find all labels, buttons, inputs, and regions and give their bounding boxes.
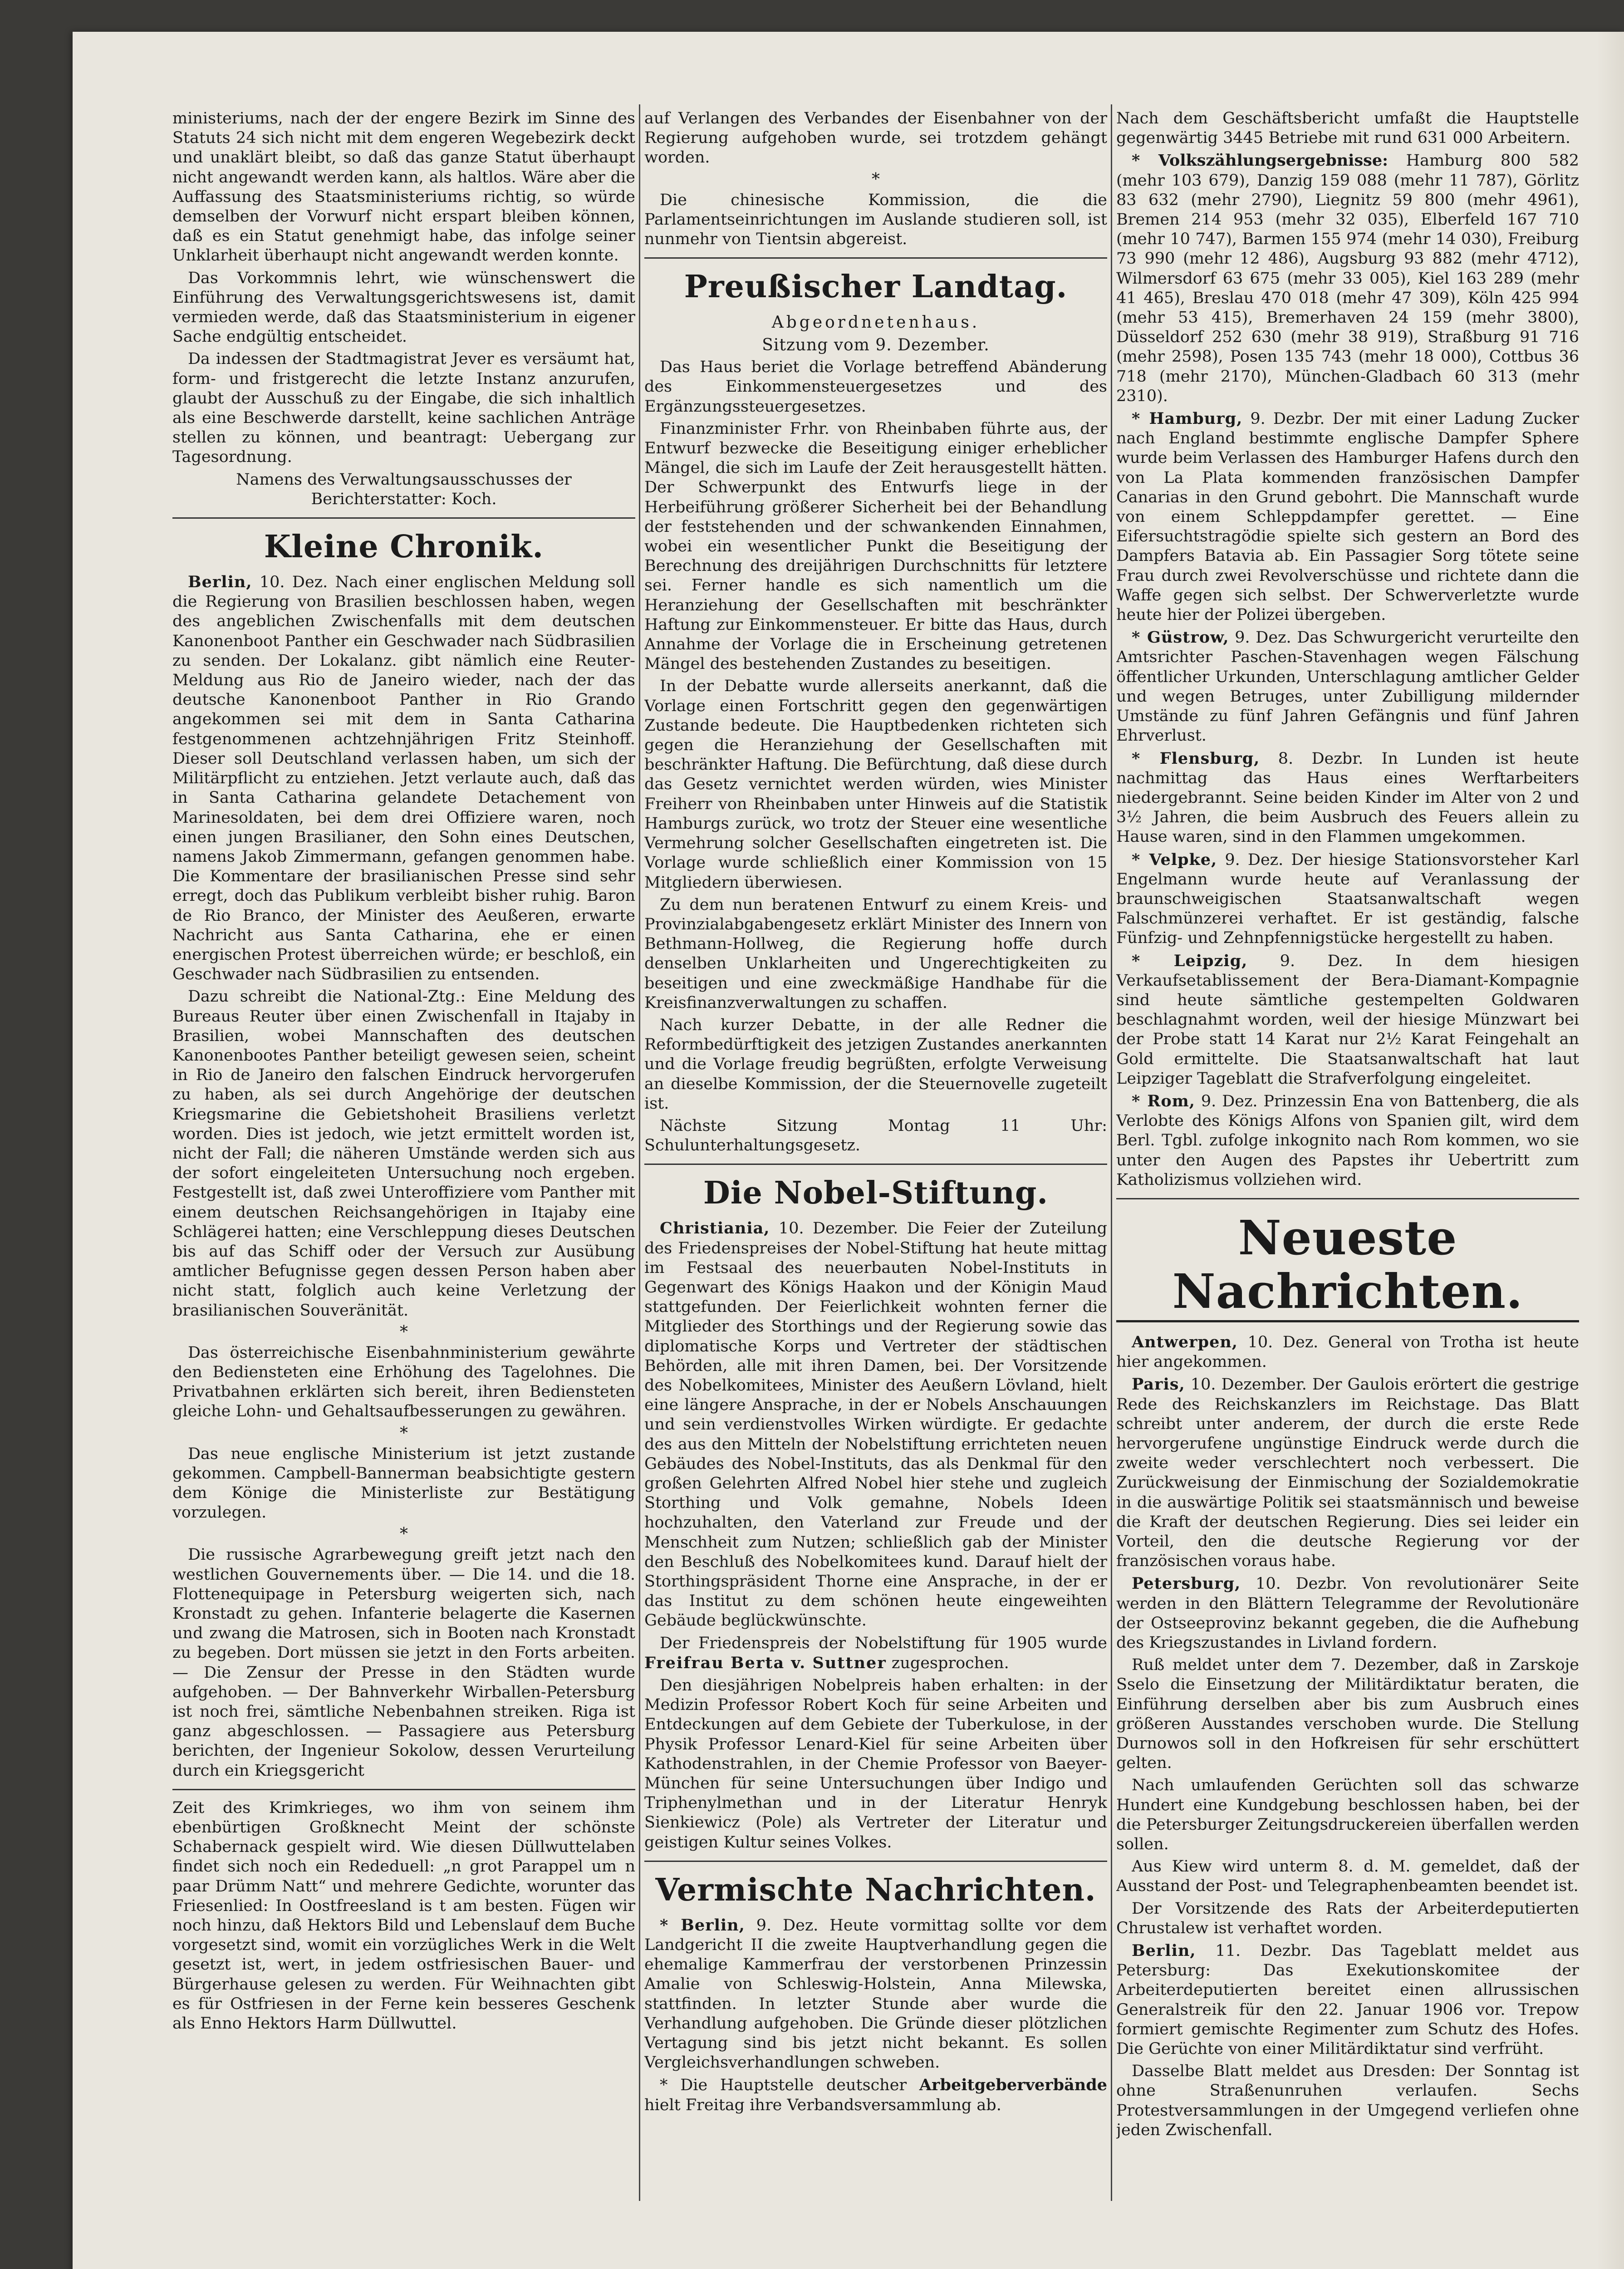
- news-item-flensburg: [1116, 749, 1579, 847]
- section-heading-preussischer-landtag: Preußischer Landtag.: [684, 269, 1068, 305]
- news-item-velpke: [1116, 850, 1579, 948]
- section-divider: [644, 1164, 1107, 1165]
- dateline-place: Christiania,: [660, 1219, 770, 1238]
- news-item-arbeitgeberverbaende: [644, 2075, 1107, 2115]
- news-text: 9. Dez. Heute vormittag sollte vor dem Landgericht II die zweite Hauptverhandlung gegen die ehemalige Kammerfrau der verstorbenen Prinzessin Amalie von Schleswig-Holstein, Anna Milewska, stattfinden. In letzter Stunde aber wurde die Verhandlung aufgehoben. Die Gründe dieser plötzlichen Vertagung sind bis jetzt nicht bekannt. Es sollen Vergleichsverhandlungen schweben.: [644, 1916, 1107, 2072]
- article-paragraph: Das Vorkommnis lehrt, wie wünschenswert die Einführung des Verwaltungsgerichtswesens ist, damit vermieden werde, daß das Staatsministerium in eigener Sache endgültig entscheidet.: [172, 269, 635, 346]
- newspaper-page: [73, 32, 1624, 2269]
- article-paragraph: Da indessen der Stadtmagistrat Jever es versäumt hat, form- und fristgerecht die letzte Instanz anzurufen, glaubt der Ausschuß zu der Eingabe, die sich inhaltlich als eine Beschwerde darstellt, keine sachlichen Anträge stellen zu können, und beantragt: Uebergang zur Tagesordnung.: [172, 350, 635, 467]
- dateline-place: * Hamburg,: [1132, 409, 1243, 428]
- article-paragraph: Die chinesische Kommission, die die Parlamentseinrichtungen im Auslande studieren soll, ist nunmehr von Tientsin abgereist.: [644, 191, 1107, 249]
- news-text: 9. Dez. Der hiesige Stationsvorsteher Karl Engelmann wurde heute auf Veranlassung der braunschweigischen Staatsanwaltschaft wegen Falschmünzerei verhaftet. Er ist geständig, falsche Fünfzig- und Zehnpfennigstücke hergestellt zu haben.: [1116, 850, 1579, 948]
- news-item-paris: [1116, 1375, 1579, 1571]
- news-item-antwerpen: [1116, 1332, 1579, 1372]
- article-paragraph: Dazu schreibt die National-Ztg.: Eine Meldung des Bureaus Reuter über einen Zwischenfall in Itajaby in Brasilien, wobei Mannschaften des deutschen Kanonenbootes Panther beteiligt gewesen seien, scheint in Rio de Janeiro den falschen Eindruck hervorgerufen zu haben, als sei durch Angehörige der deutschen Kriegsmarine die Gebietshoheit Brasiliens verletzt worden. Dies ist jedoch, wie jetzt ermittelt worden ist, nicht der Fall; die näheren Umstände werden sich aus der sofort eingeleiteten Untersuchung noch ergeben. Festgestellt ist, daß zwei Unteroffiziere vom Panther mit einem deutschen Reichsangehörigen in Itajaby eine Schlägerei hatten; eine Verschleppung dieses Deutschen bis auf das Schiff oder der Versuch zur Ausübung amtlicher Befugnisse gegen dessen Person haben aber nicht statt, folglich auch keine Verletzung der brasilianischen Souveränität.: [172, 987, 635, 1320]
- news-text: 11. Dezbr. Das Tageblatt meldet aus Petersburg: Das Exekutionskomitee der Arbeiterdeputierten bereitet einen allrussischen Generalstreik für den 22. Januar 1906 vor. Trepow formiert gemischte Regimenter zum Schutz des Hofes. Die Gerüchte von einer Militärdiktatur sind verfrüht.: [1116, 1942, 1579, 2058]
- column-rule-1: [639, 104, 640, 2201]
- article-paragraph: Zu dem nun beratenen Entwurf zu einem Kreis- und Provinzialabgabengesetz erklärt Minister des Innern von Bethmann-Hollweg, die Regierung hoffe durch denselben Unklarheiten und Ungerechtigkeiten zu beseitigen und eine zweckmäßige Handhabe für die Kreisfinanzverwaltungen zu schaffen.: [644, 895, 1107, 1012]
- news-item-leipzig: [1116, 951, 1579, 1089]
- news-item-rom: [1116, 1091, 1579, 1190]
- news-text: 10. Dez. General von Trotha ist heute hier angekommen.: [1116, 1333, 1579, 1371]
- news-text: 9. Dezbr. Der mit einer Ladung Zucker nach England bestimmte englische Dampfer Sphere wurde beim Verlassen des Hamburger Hafens durch den von La Plata kommenden französischen Dampfer Canarias in den Grund gebohrt. Die Mannschaft wurde von einem Schleppdampfer gerettet. — Eine Eifersuchtstragödie spielte sich gestern an Bord des Dampfers Batavia ab. Ein Passagier Sorg tötete seine Frau durch zwei Revolverschüsse und richtete dann die Waffe gegen sich selbst. Der Schwerverletzte wurde heute hier der Polizei übergeben.: [1116, 410, 1579, 624]
- section-heading-neueste-nachrichten: Neueste Nachrichten.: [1116, 1211, 1579, 1322]
- dateline-place: Berlin,: [1132, 1941, 1196, 1960]
- dateline-place: * Leipzig,: [1132, 951, 1248, 970]
- dateline-place: Paris,: [1132, 1375, 1185, 1394]
- item-separator-asterisk: *: [400, 1424, 408, 1443]
- article-paragraph: Nächste Sitzung Montag 11 Uhr: Schulunterhaltungsgesetz.: [644, 1116, 1107, 1155]
- subheading-abgeordnetenhaus: Abgeordnetenhaus.: [771, 313, 980, 332]
- section-heading-kleine-chronik: Kleine Chronik.: [264, 529, 544, 565]
- column-left: [172, 109, 635, 2242]
- column-right: [1116, 109, 1579, 2242]
- article-paragraph: Das neue englische Ministerium ist jetzt zustande gekommen. Campbell-Bannerman beabsichtigte gestern dem Könige die Ministerliste zur Bestätigung vorzulegen.: [172, 1444, 635, 1522]
- article-paragraph: Zeit des Krimkrieges, wo ihm von seinem ihm ebenbürtigen Großknecht Meint der schönste Schabernack gespielt wird. Wie diesen Düllwuttelaben findet sich noch ein Rededuell: „n grot Parappel um n paar Drümm Natt“ und mehrere Gedichte, worunter das Friesenlied: In Oostfreesland is t am besten. Fügen wir noch hinzu, daß Hektors Bild und Lebenslauf dem Buche vorgesetzt sind, womit ein vorzügliches Werk in die Welt gesetzt ist, wert, in jedem ostfriesischen Bauer- und Bürgerhause gelesen zu werden. Für Weihnachten gibt es für Ostfriesen in der Ferne kein besseres Geschenk als Enno Hektors Harm Düllwuttel.: [172, 1798, 635, 2033]
- subheading-sitzung: Sitzung vom 9. Dezember.: [762, 336, 990, 355]
- article-paragraph: Finanzminister Frhr. von Rheinbaben führte aus, der Entwurf bezwecke die Beseitigung einiger erheblicher Mängel, die sich im Laufe der Zeit herausgestellt hätten. Der Schwerpunkt des Entwurfs liege in der Herbeiführung größerer Sicherheit bei der Behandlung der feststehenden und der schwankenden Einnahmen, wobei ein wesentlicher Punkt die Beseitigung der Berechnung des dreijährigen Durchschnitts für letztere sei. Ferner handle es sich namentlich um die Heranziehung der Gesellschaften mit beschränkter Haftung zur Einkommensteuer. Er bitte das Haus, durch Annahme der Vorlage die in Erscheinung getretenen Mängel des bestehenden Zustandes zu beseitigen.: [644, 419, 1107, 673]
- news-text: Nach einer englischen Meldung soll die Regierung von Brasilien beschlossen haben, wegen des angeblichen Zwischenfalls mit dem deutschen Kanonenboot Panther ein Geschwader nach Südbrasilien zu senden. Der Lokalanz. gibt nämlich eine Reuter-Meldung aus Rio de Janeiro wieder, nach der das deutsche Kanonenboot Panther in Rio Grando angekommen sei mit dem in Santa Catharina festgenommenen achtzehnjährigen Fritz Steinhoff. Dieser soll Deutschland verlassen haben, um sich der Militärpflicht zu entziehen. Jetzt verlaute auch, daß das in Santa Catharina gelandete Detachement von Marinesoldaten, bei dem drei Offiziere waren, noch einen jungen Brasilianer, den Sohn eines Deutschen, namens Jakob Zimmermann, gefangen genommen habe. Die Kommentare der brasilianischen Presse sind sehr erregt, doch das Publikum verbleibt bisher ruhig. Baron de Rio Branco, der Minister des Aeußeren, erwarte Nachricht aus Santa Catharina, ehe er einen energischen Protest überreichen würde; er beschloß, ein Geschwader nach Südbrasilien zu entsenden.: [172, 573, 635, 984]
- article-paragraph: Die russische Agrarbewegung greift jetzt nach den westlichen Gouvernements über. — Die 14. und die 18. Flottenequipage in Petersburg weigerten sich, nach Kronstadt zu gehen. Infanterie belagerte die Kasernen und zwang die Matrosen, sich in Booten nach Kronstadt zu begeben. Dort müssen sie jetzt in den Forts arbeiten. — Die Zensur der Presse in den Städten wurde aufgehoben. — Der Bahnverkehr Wirballen-Petersburg ist noch frei, sämtliche Nebenbahnen streiken. Riga ist ganz abgeschlossen. — Passagiere aus Petersburg berichten, der Ingenieur Sokolow, dessen Verurteilung durch ein Kriegsgericht: [172, 1546, 635, 1780]
- keyword: Arbeitgeberverbände: [919, 2076, 1107, 2095]
- news-item-berlin: [1116, 1941, 1579, 2059]
- dateline-place: * Berlin,: [660, 1915, 745, 1935]
- news-text: 10. Dezbr. Von revolutionärer Seite werden in den Blättern Telegramme der Revolutionäre der Ostseeprovinz bekannt gegeben, die die Aufhebung des Kriegszustandes in Livland fordern.: [1116, 1575, 1579, 1652]
- article-paragraph: In der Debatte wurde allerseits anerkannt, daß die Vorlage einen Fortschritt gegen den gegenwärtigen Zustande bedeute. Die Hauptbedenken richteten sich gegen die Heranziehung der Gesellschaften mit beschränkter Haftung. Die Befürchtung, daß diese durch das Gesetz vernichtet werden würden, wies Minister Freiherr von Rheinbaben unter Hinweis auf die Statistik Hamburgs zurück, wo trotz der Steuer eine wesentliche Vermehrung solcher Gesellschaften eingetreten ist. Die Vorlage wurde schließlich einer Kommission von 15 Mitgliedern überwiesen.: [644, 677, 1107, 892]
- news-item-hamburg: [1116, 409, 1579, 625]
- news-text: hielt Freitag ihre Verbandsversammlung ab.: [644, 2096, 1001, 2114]
- section-divider: [172, 1789, 635, 1790]
- news-text: 10. Dezember. Der Gaulois erörtert die gestrige Rede des Reichskanzlers im Reichstage. Das Blatt schreibt unter anderem, der durch die erste Rede hervorgerufene ungünstige Eindruck werde durch die zweite weder verschlechtert noch verbessert. Die Zurückweisung der Einmischung der Sozialdemokratie in die auswärtige Politik sei staatsmännisch und beweise die Kraft der deutschen Regierung. Dies sei leider ein Vorteil, den die deutsche Regierung vor der französischen voraus habe.: [1116, 1375, 1579, 1571]
- article-paragraph: Nach dem Geschäftsbericht umfaßt die Hauptstelle gegenwärtig 3445 Betriebe mit rund 631 000 Arbeitern.: [1116, 109, 1579, 147]
- news-item-petersburg: [1116, 1574, 1579, 1653]
- article-paragraph: Der Vorsitzende des Rats der Arbeiterdeputierten Chrustalew ist verhaftet worden.: [1116, 1899, 1579, 1937]
- article-paragraph: Nach umlaufenden Gerüchten soll das schwarze Hundert eine Kundgebung beschlossen haben, bei der die Petersburger Zeitungsdruckereien überfallen werden sollen.: [1116, 1776, 1579, 1854]
- column-rule-2: [1111, 104, 1112, 2201]
- report-signature: Namens des Verwaltungsausschusses der Berichterstatter: Koch.: [236, 470, 572, 508]
- article-paragraph: ministeriums, nach der der engere Bezirk im Sinne des Statuts 24 sich nicht mit dem engeren Wegebezirk deckt und unaklärt bleibt, so daß das ganze Statut überhaupt nicht angewandt werden kann, als haltlos. Wäre aber die Auffassung des Staatsministeriums richtig, so würde demselben der Vorwurf nicht erspart bleiben können, daß es ein Statut genehmigt habe, das infolge seiner Unklarheit überhaupt nicht angewandt werden konnte.: [172, 109, 635, 265]
- item-separator-asterisk: *: [400, 1322, 408, 1341]
- dateline-place: * Flensburg,: [1132, 749, 1260, 768]
- section-heading-vermischte-nachrichten: Vermischte Nachrichten.: [655, 1871, 1096, 1908]
- section-divider: [644, 1861, 1107, 1862]
- news-text: 9. Dez. In dem hiesigen Verkaufsetablissement der Bera-Diamant-Kompagnie sind heute sämtliche gestempelten Goldwaren beschlagnahmt worden, weil der hiesige Münzwart bei der Probe statt 14 Karat nur 2½ Karat Feingehalt an Gold ermittelte. Die Staatsanwaltschaft hat laut Leipziger Tageblatt die Strafverfolgung eingeleitet.: [1116, 952, 1579, 1088]
- article-paragraph: Das österreichische Eisenbahnministerium gewährte den Bediensteten eine Erhöhung des Tagelohnes. Die Privatbahnen erklärten sich bereit, ihren Bediensteten gleiche Lohn- und Gehaltsaufbesserungen zu gewähren.: [172, 1343, 635, 1421]
- news-text: 9. Dez. Prinzessin Ena von Battenberg, die als Verlobte des Königs Alfons von Spanien gilt, wird dem Berl. Tgbl. zufolge inkognito nach Rom kommen, wo sie unter den Augen des Papstes ihr Uebertritt zum Katholizismus vollziehen wird.: [1116, 1092, 1579, 1189]
- dateline-place: * Velpke,: [1132, 850, 1217, 869]
- news-text: 8. Dezbr. In Lunden ist heute nachmittag das Haus eines Werftarbeiters niedergebrannt. Seine beiden Kinder im Alter von 2 und 3½ Jahren, die beim Ausbruch des Feuers allein zu Hause waren, sind in den Flammen umgekommen.: [1116, 749, 1579, 846]
- news-text: Der Friedenspreis der Nobelstiftung für 1905 wurde: [660, 1634, 1107, 1652]
- section-heading-nobel-stiftung: Die Nobel-Stiftung.: [703, 1175, 1049, 1212]
- keyword: * Volkszählungsergebnisse:: [1132, 151, 1388, 170]
- news-item-volkszaehlung: [1116, 151, 1579, 406]
- news-text: 10. Dezember. Die Feier der Zuteilung des Friedenspreises der Nobel-Stiftung hat heute mittag im Festsaal des neuerbauten Nobel-Instituts in Gegenwart des Königs Haakon und der Königin Maud stattgefunden. Der Feierlichkeit wohnten ferner die Mitglieder des Storthings und der Regierung sowie das diplomatische Korps und Vertreter der städtischen Behörden, alle mit ihren Damen, bei. Der Vorsitzende des Nobelkomitees, Minister des Aeußern Lövland, hielt eine längere Ansprache, in der er Nobels Anschauungen und sein verdienstvolles Wirken würdigte. Er gedachte des aus den Mitteln der Nobelstiftung errichteten neuen Gebäudes des Nobel-Instituts, das als Denkmal für den großen Gelehrten Alfred Nobel hier stehe und zugleich Storthing und Volk gemahne, Nobels Ideen hochzuhalten, den Vaterland zur Freude und der Menschheit zum Nutzen; schließlich gab der Minister den Beschluß des Nobelkomitees kund. Darauf hielt der Storthingspräsident Thorne eine Ansprache, in der er das Institut zu dem schönen heute eingeweihten Gebäude beglückwünschte.: [644, 1219, 1107, 1630]
- article-paragraph: Dasselbe Blatt meldet aus Dresden: Der Sonntag ist ohne Straßenunruhen verlaufen. Sechs Protestversammlungen in der Umgegend verliefen ohne jeden Zwischenfall.: [1116, 2062, 1579, 2139]
- section-divider: [1116, 1198, 1579, 1199]
- news-text: zugesprochen.: [891, 1654, 1009, 1672]
- section-divider: [644, 257, 1107, 259]
- dateline-date: 10. Dez.: [259, 573, 328, 592]
- news-text: * Die Hauptstelle deutscher: [660, 2076, 907, 2095]
- news-item-friedenspreis: [644, 1634, 1107, 1673]
- article-paragraph: Nach kurzer Debatte, in der alle Redner die Reformbedürftigkeit des jetzigen Zustandes anerkannten und die Vorlage freudig begrüßten, erfolgte Verweisung an dieselbe Kommission, der die Steuernovelle zugeteilt ist.: [644, 1016, 1107, 1113]
- article-paragraph: Ruß meldet unter dem 7. Dezember, daß in Zarskoje Sselo die Einsetzung der Militärdiktatur beraten, die Einführung derselben aber bis zum Ausbruch eines größeren Ausstandes verschoben wurde. Die Stellung Durnowos soll in den Hofkreisen für sehr erschüttert gelten.: [1116, 1656, 1579, 1773]
- news-item-guestrow: [1116, 628, 1579, 746]
- scan-edge-shadow: [1597, 32, 1624, 2269]
- column-middle: [644, 109, 1107, 2242]
- section-divider: [172, 517, 635, 519]
- news-item-berlin: [644, 1915, 1107, 2073]
- article-paragraph: Das Haus beriet die Vorlage betreffend Abänderung des Einkommensteuergesetzes und des Ergänzungssteuergesetzes.: [644, 358, 1107, 416]
- news-text: Hamburg 800 582 (mehr 103 679), Danzig 159 088 (mehr 11 787), Görlitz 83 632 (mehr 2790), Liegnitz 59 800 (mehr 4961), Bremen 214 953 (mehr 32 035), Elberfeld 167 710 (mehr 10 747), Barmen 155 974 (mehr 14 030), Freiburg 73 990 (mehr 12 486), Augsburg 93 882 (mehr 4712), Wilmersdorf 63 675 (mehr 33 005), Kiel 163 289 (mehr 41 465), Breslau 470 018 (mehr 47 309), Köln 425 994 (mehr 53 415), Bremerhaven 24 159 (mehr 3800), Düsseldorf 252 630 (mehr 38 919), Straßburg 91 716 (mehr 2598), Posen 135 743 (mehr 18 000), Cottbus 36 718 (mehr 2170), München-Gladbach 60 313 (mehr 2310).: [1116, 152, 1579, 405]
- article-paragraph: Aus Kiew wird unterm 8. d. M. gemeldet, daß der Ausstand der Post- und Telegraphenbeamten beendet ist.: [1116, 1857, 1579, 1896]
- dateline-place: * Rom,: [1132, 1091, 1195, 1110]
- item-separator-asterisk: *: [872, 170, 880, 189]
- article-paragraph: auf Verlangen des Verbandes der Eisenbahner von der Regierung aufgehoben wurde, sei trotzdem gehängt worden.: [644, 109, 1107, 167]
- article-paragraph: Den diesjährigen Nobelpreis haben erhalten: in der Medizin Professor Robert Koch für seine Arbeiten und Entdeckungen auf dem Gebiete der Tuberkulose, in der Physik Professor Lenard-Kiel für seine Arbeiten über Kathodenstrahlen, in der Chemie Professor von Baeyer-München für seine Untersuchungen über Indigo und Triphenylmethan und in der Literatur Henryk Sienkiewicz (Pole) als Vertreter der Literatur und geistigen Kultur seines Volkes.: [644, 1676, 1107, 1852]
- laureate-name: Freifrau Berta v. Suttner: [644, 1653, 887, 1672]
- news-text: 9. Dez. Das Schwurgericht verurteilte den Amtsrichter Paschen-Stavenhagen wegen Fälschung öffentlicher Urkunden, Unterschlagung amtlicher Gelder und wegen Betruges, unter Zubilligung mildernder Umstände zu fünf Jahren Gefängnis und fünf Jahren Ehrverlust.: [1116, 629, 1579, 745]
- dateline-place: Antwerpen,: [1132, 1332, 1238, 1351]
- dateline-place: * Güstrow,: [1132, 628, 1229, 647]
- dateline-place: Berlin,: [188, 573, 252, 592]
- dateline-place: Petersburg,: [1132, 1574, 1241, 1593]
- news-item-christiania: [644, 1218, 1107, 1631]
- news-item-berlin: [172, 572, 635, 984]
- item-separator-asterisk: *: [400, 1525, 408, 1544]
